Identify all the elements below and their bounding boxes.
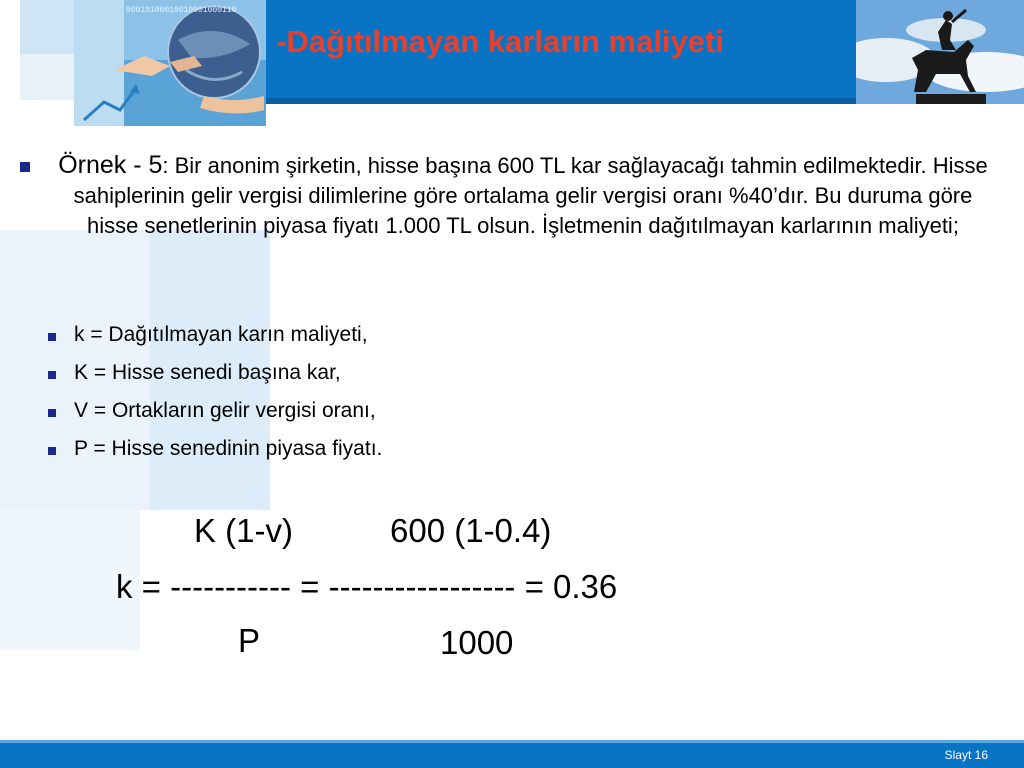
example-label: Örnek - 5 <box>58 151 163 179</box>
footer-accent-line <box>0 740 1024 743</box>
definition-text: V = Ortakların gelir vergisi oranı, <box>74 399 376 422</box>
list-item <box>48 396 648 434</box>
background-decoration <box>20 54 74 100</box>
list-item <box>48 358 648 396</box>
list-item <box>48 320 648 358</box>
definitions-list <box>48 320 648 472</box>
svg-text:00010100010010001000110: 00010100010010001000110 <box>126 6 237 15</box>
formula-denominator-numeric: 1000 <box>440 624 514 661</box>
definition-text: P = Hisse senedinin piyasa fiyatı. <box>74 437 383 460</box>
example-text: : Bir anonim şirketin, hisse başına 600 TL kar sağlayacağı tahmin edilmektedir. Hisse sahiplerinin gelir vergisi dilimlerine göre ortalama gelir vergisi oranı %40’dır. Bu duruma göre hisse senetlerinin piyasa fiyatı 1.000 TL olsun. İşletmenin dağıtılmayan karlarının maliyeti; <box>73 153 988 238</box>
formula-numerator-numeric: 600 (1-0.4) <box>390 512 552 549</box>
formula-equation-line: k = ----------- = ----------------- = 0.36 <box>116 568 618 605</box>
bullet-marker <box>20 162 30 172</box>
equestrian-statue-image <box>856 0 1024 104</box>
formula-denominator-symbolic: P <box>238 622 261 659</box>
header-band-accent <box>258 98 858 104</box>
formula-numerator-symbolic: K (1-v) <box>194 512 293 549</box>
page-title: -Dağıtılmayan karların maliyeti <box>276 24 724 59</box>
bullet-marker <box>48 447 56 455</box>
definition-text: K = Hisse senedi başına kar, <box>74 361 341 384</box>
bullet-marker <box>48 409 56 417</box>
example-paragraph <box>46 150 1000 241</box>
bullet-marker <box>48 333 56 341</box>
list-item <box>48 434 648 472</box>
footer-bar <box>0 740 1024 768</box>
background-decoration <box>20 0 74 54</box>
business-globe-image <box>74 0 266 126</box>
definition-text: k = Dağıtılmayan karın maliyeti, <box>74 323 368 346</box>
slide-number: Slayt 16 <box>944 748 988 762</box>
bullet-marker <box>48 371 56 379</box>
